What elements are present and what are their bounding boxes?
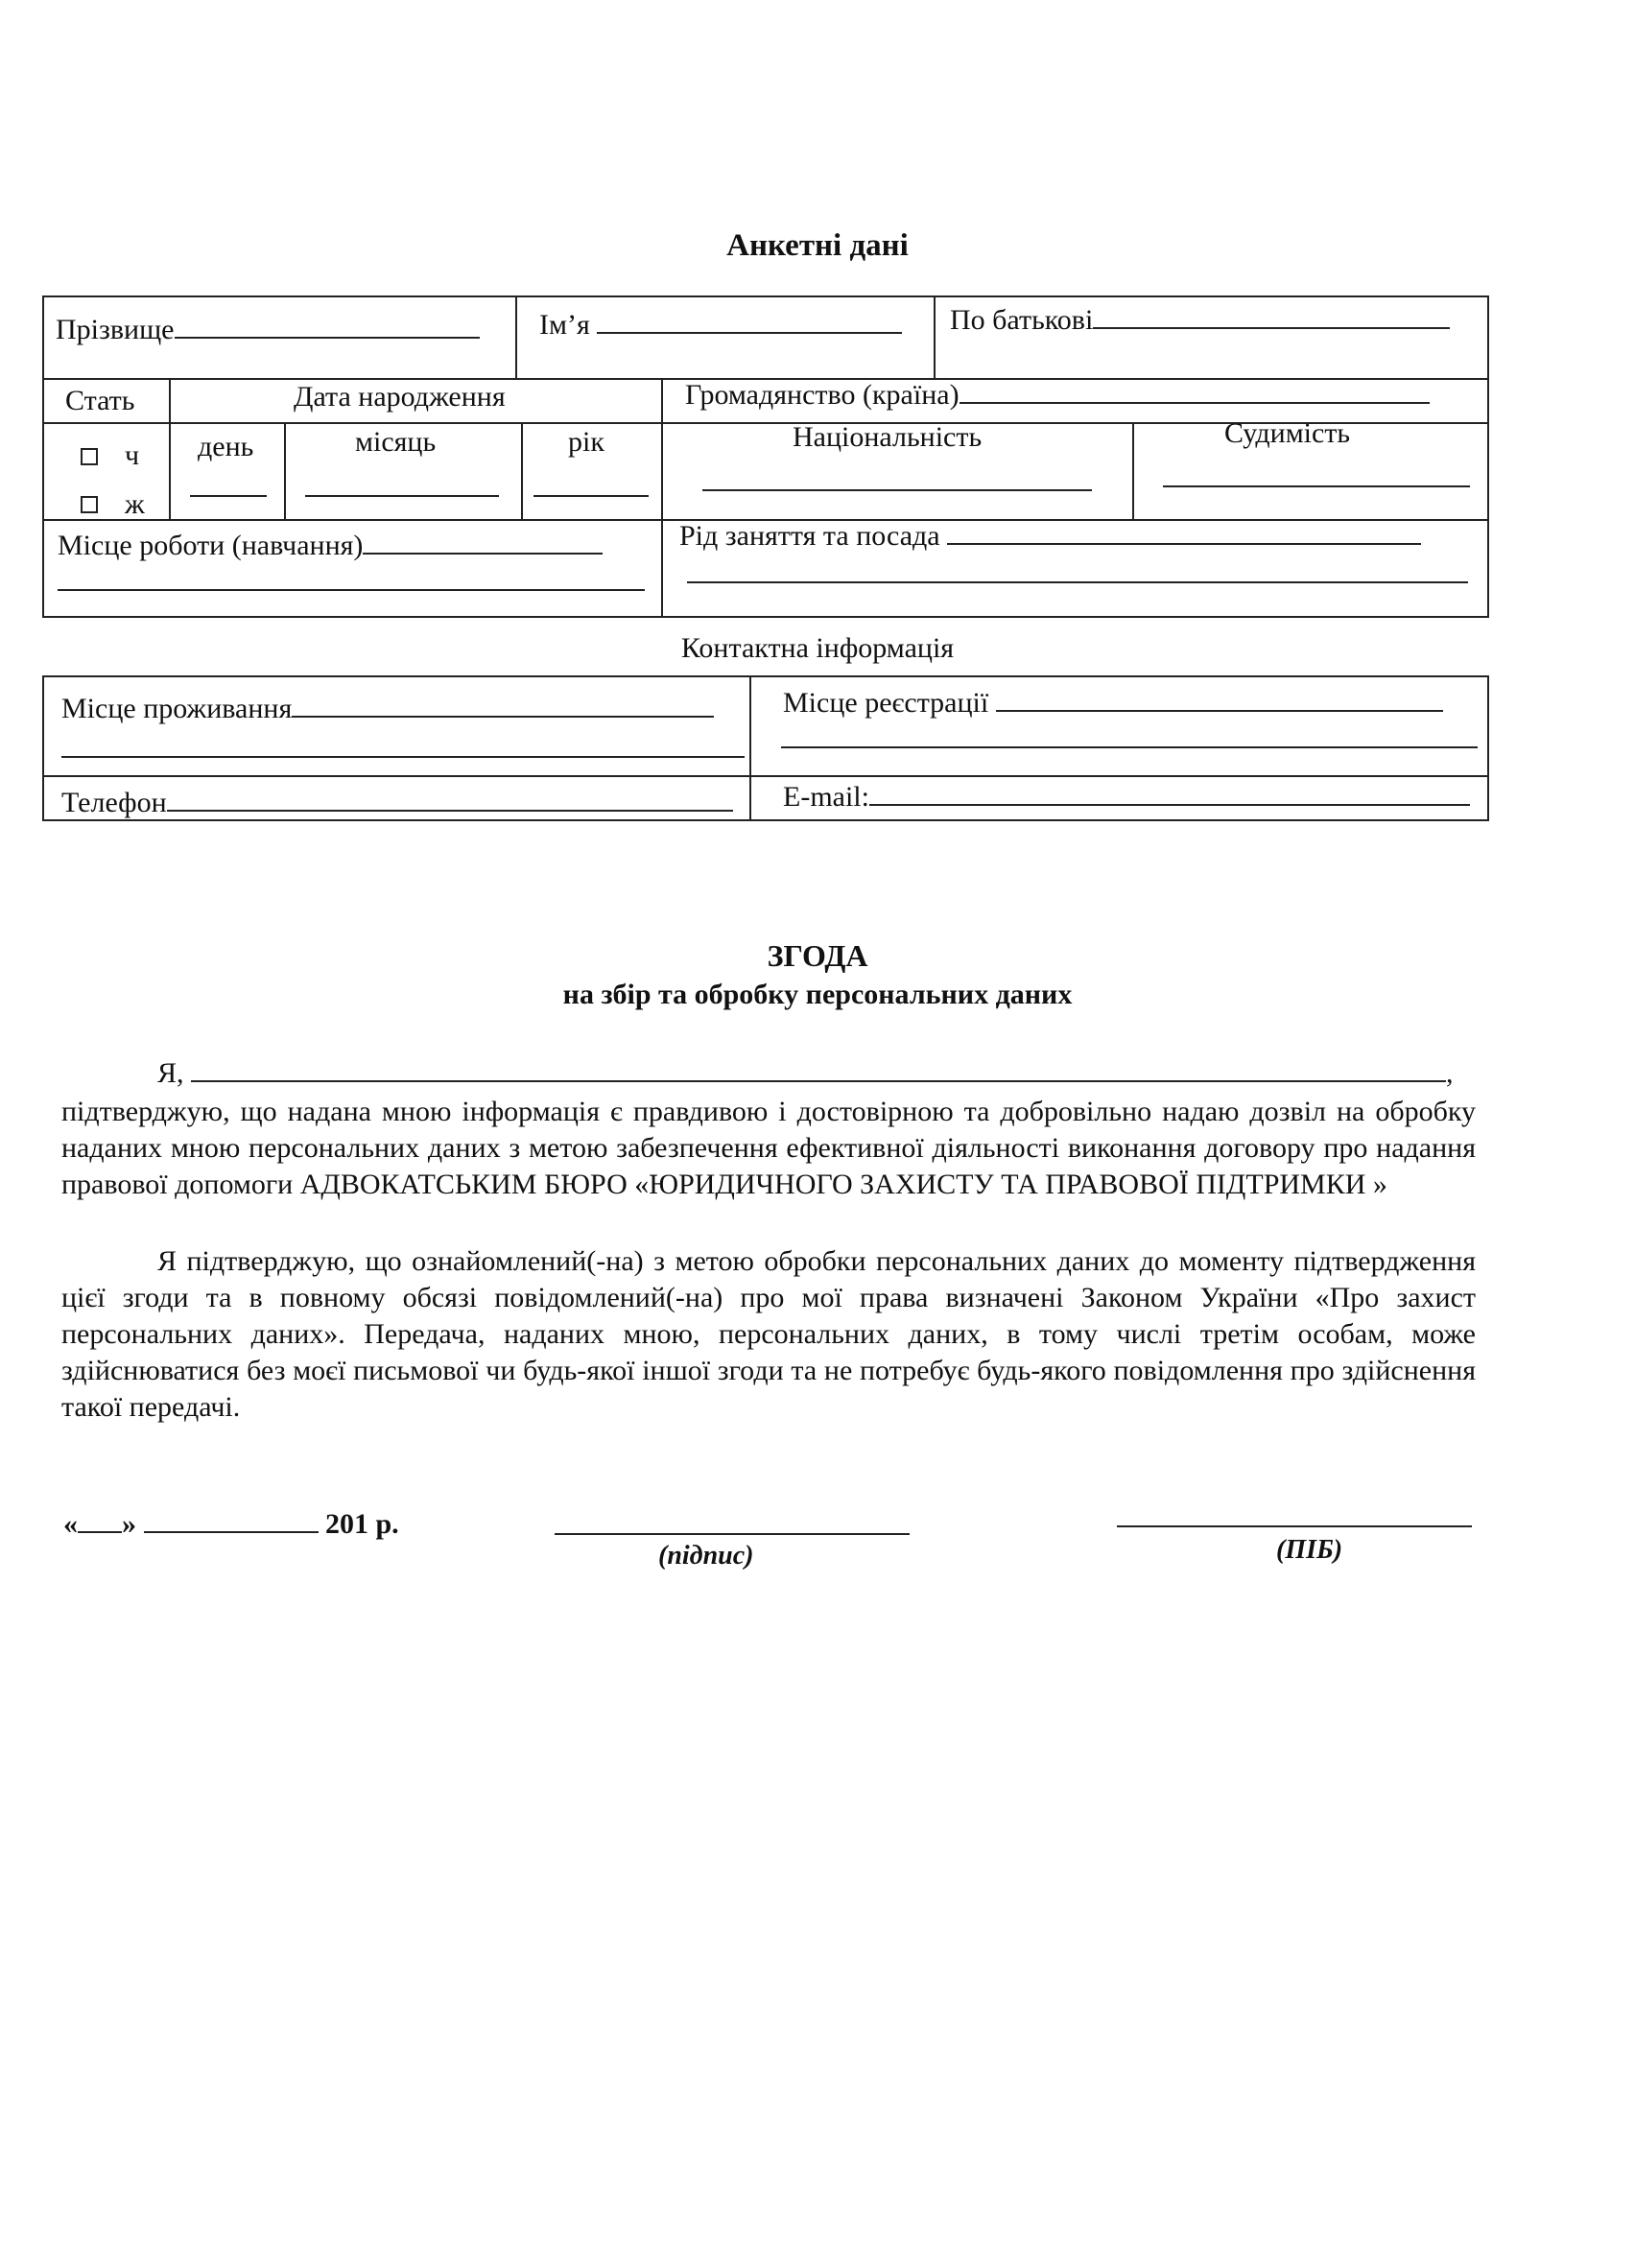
nationality-field[interactable]: [702, 489, 1092, 491]
comma-mark: ,: [1446, 1057, 1454, 1089]
day-field[interactable]: [190, 495, 267, 497]
residence-label: Місце проживання: [61, 693, 293, 724]
sex-male-label: ч: [125, 439, 140, 471]
full-name-field[interactable]: [1117, 1525, 1472, 1527]
name-field[interactable]: [597, 307, 902, 334]
sex-female-checkbox[interactable]: [81, 496, 98, 513]
email-label: E-mail:: [783, 781, 869, 813]
day-label: день: [198, 431, 254, 462]
signature-field[interactable]: [555, 1533, 910, 1535]
full-name-caption: (ПІБ): [1276, 1535, 1343, 1565]
date-close-quote: »: [122, 1508, 136, 1540]
registration-label: Місце реєстрації: [783, 687, 989, 719]
citizenship-field[interactable]: [960, 377, 1430, 404]
patronymic-label: По батькові: [950, 304, 1094, 336]
name-label: Ім’я: [539, 309, 590, 341]
occupation-field-line2[interactable]: [687, 581, 1468, 583]
residence-field[interactable]: [292, 691, 714, 718]
surname-label: Прізвище: [56, 314, 175, 345]
consent-paragraph-1: підтверджую, що надана мною інформація є правдивою і достовірною та добровільно надаю дозвіл на обробку наданих мною персональних даних з метою забезпечення ефективної діяльності виконання договору про надання правової допомоги АДВОКАТСЬКИМ БЮРО «ЮРИДИЧНОГО ЗАХИСТУ ТА ПРАВОВОЇ ПІДТРИМКИ »: [61, 1096, 1476, 1200]
residence-field-line2[interactable]: [61, 756, 745, 758]
surname-field[interactable]: [175, 312, 480, 339]
workplace-label: Місце роботи (навчання): [58, 530, 364, 561]
birth-date-label: Дата народження: [294, 381, 506, 413]
col-divider: [521, 422, 523, 519]
col-divider: [515, 295, 517, 378]
sex-label: Стать: [65, 385, 135, 416]
col-divider: [169, 378, 171, 519]
registration-field-line2[interactable]: [781, 746, 1478, 748]
workplace-field-line2[interactable]: [58, 589, 645, 591]
nationality-label: Національність: [793, 421, 983, 453]
date-open-quote: «: [63, 1508, 78, 1540]
year-label: рік: [568, 426, 604, 458]
col-divider: [661, 519, 663, 618]
occupation-label: Рід заняття та посада: [679, 520, 940, 552]
year-field[interactable]: [533, 495, 649, 497]
email-field[interactable]: [869, 779, 1470, 806]
month-field[interactable]: [305, 495, 499, 497]
citizenship-label: Громадянство (країна): [685, 379, 960, 411]
patronymic-field[interactable]: [1093, 302, 1450, 329]
form-title: Анкетні дані: [726, 228, 909, 263]
workplace-field[interactable]: [363, 528, 603, 555]
consent-subtitle: на збір та обробку персональних даних: [562, 979, 1073, 1010]
row-divider: [42, 775, 1489, 777]
criminal-record-label: Судимість: [1224, 417, 1351, 449]
sex-female-label: ж: [125, 488, 145, 520]
date-month-field[interactable]: [144, 1506, 319, 1533]
date-day-field[interactable]: [78, 1506, 122, 1533]
sex-male-checkbox[interactable]: [81, 448, 98, 465]
col-divider: [1132, 422, 1134, 519]
consent-title: ЗГОДА: [767, 938, 868, 973]
col-divider: [661, 378, 663, 519]
signature-caption: (підпис): [658, 1541, 754, 1571]
consent-i-label: Я,: [157, 1057, 184, 1089]
month-label: місяць: [355, 426, 437, 458]
date-year-text: 201 р.: [325, 1508, 399, 1540]
col-divider: [284, 422, 286, 519]
consent-paragraph-2: Я підтверджую, що ознайомлений(-на) з метою обробки персональних даних до моменту підтвердження цієї згоди та в повному обсязі повідомлений(-на) про мої права визначені Законом України «Про захист персональних даних». Передача, наданих мною, персональних даних, в тому числі третім особам, може здійснюватися без моєї письмової чи будь-якої іншої згоди та не потребує будь-якого повідомлення про здійснення такої передачі.: [61, 1245, 1476, 1423]
phone-field[interactable]: [167, 785, 733, 812]
phone-label: Телефон: [61, 787, 167, 818]
criminal-record-field[interactable]: [1163, 485, 1470, 487]
registration-field[interactable]: [996, 685, 1443, 712]
occupation-field[interactable]: [947, 518, 1421, 545]
consent-fullname-field[interactable]: [191, 1055, 1446, 1082]
col-divider: [934, 295, 936, 378]
col-divider: [749, 675, 751, 821]
contact-section-title: Контактна інформація: [680, 632, 955, 664]
